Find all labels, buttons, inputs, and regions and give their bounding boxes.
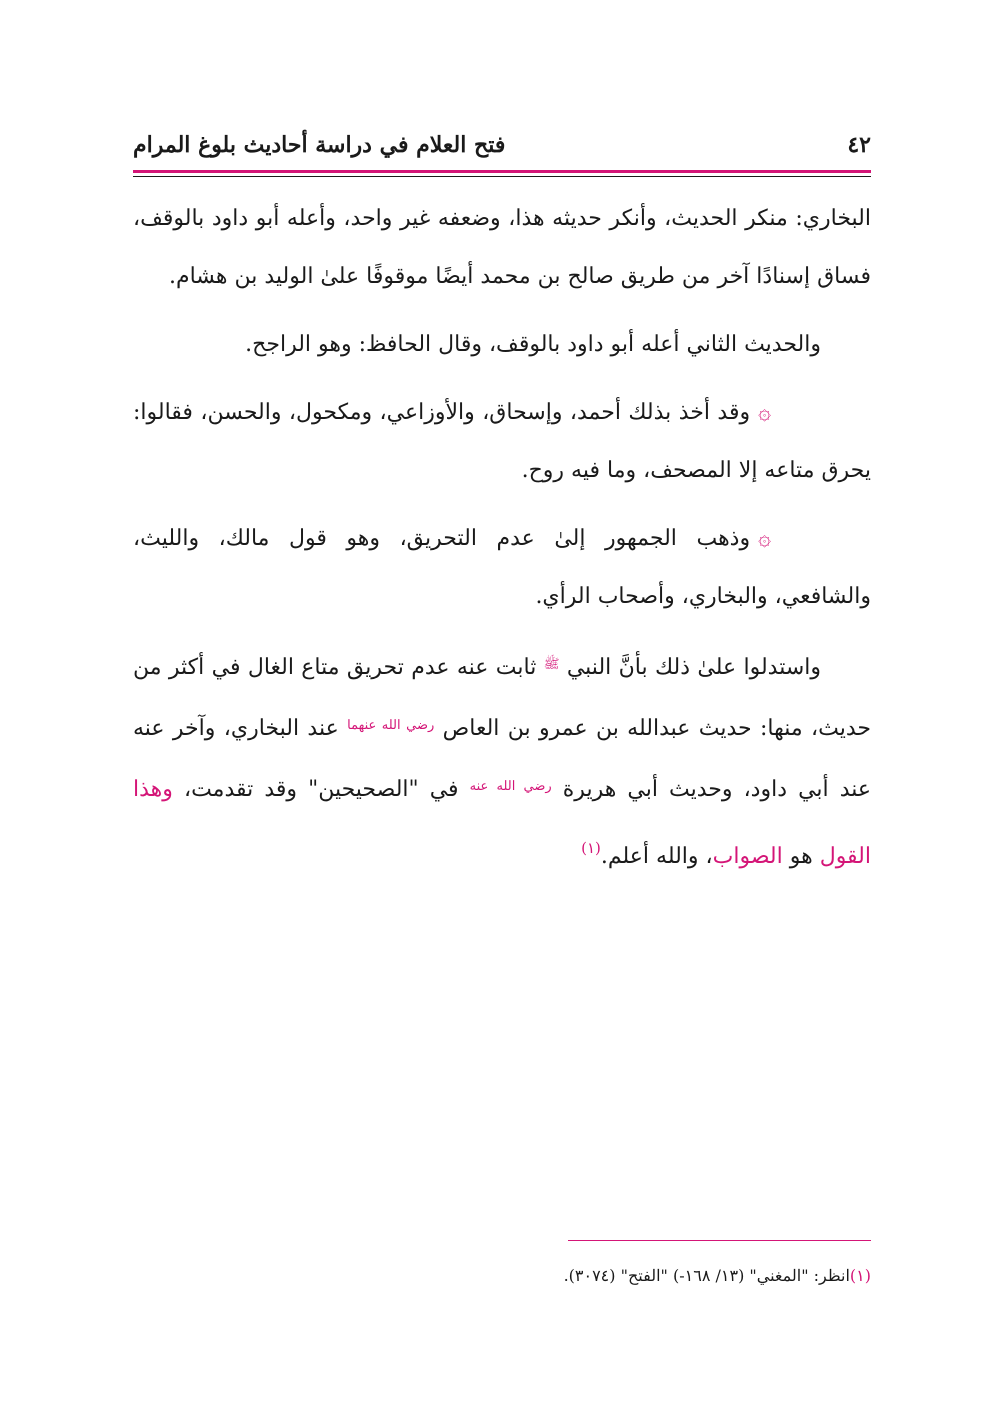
text-run: ، والله أعلم. (600, 844, 713, 869)
flower-bullet-icon: ۞ (758, 526, 771, 551)
highlighted-text: الصواب (712, 844, 783, 869)
honorific-radiya: رضي الله عنه (469, 779, 552, 794)
text-run: عند البخاري، وآخر عنه عند أبي داود، وحديث أبي هريرة (133, 716, 872, 802)
paragraph-text: وقد أخذ بذلك أحمد، وإسحاق، والأوزاعي، ومكحول، والحسن، فقالوا: يحرق متاعه إلا المصحف، وما فيه روح. (133, 400, 871, 483)
text-run: ثابت عنه عدم تحريق متاع الغال في أكثر من حديث، منها: حديث عبدالله بن عمرو بن العاص (133, 655, 872, 741)
footnote-text: انظر: "المغني" (١٣/ ١٦٨-) "الفتح" (٣٠٧٤). (563, 1266, 850, 1285)
running-title: فتح العلام في دراسة أحاديث بلوغ المرام (133, 132, 506, 158)
text-run: هو (789, 844, 813, 869)
paragraph: البخاري: منكر الحديث، وأنكر حديثه هذا، وضعفه غير واحد، وأعله أبو داود بالوقف، فساق إسنادًا آخر من طريق صالح بن محمد أيضًا موقوفًا علىٰ الوليد بن هشام. (133, 206, 871, 289)
text-run: واستدلوا علىٰ ذلك بأنَّ النبي (566, 655, 822, 680)
page-header (133, 128, 871, 168)
paragraph: والحديث الثاني أعله أبو داود بالوقف، وقال الحافظ: وهو الراجح. (245, 332, 821, 357)
footnote (133, 1262, 871, 1290)
main-text (133, 190, 871, 886)
paragraph (133, 636, 871, 886)
header-rule (133, 176, 871, 177)
paragraph-text: وذهب الجمهور إلىٰ عدم التحريق، وهو قول مالك، والليث، والشافعي، والبخاري، وأصحاب الرأي. (133, 526, 871, 609)
footnote-number: (١) (849, 1266, 871, 1285)
text-run: في "الصحيحين" وقد تقدمت، (183, 777, 459, 802)
footnote-separator (568, 1240, 871, 1241)
page-number: ٤٢ (847, 132, 871, 158)
footnote-reference[interactable]: (١) (581, 839, 601, 857)
header-rule-accent (133, 170, 871, 173)
bullet-paragraph (133, 510, 871, 626)
highlighted-text: وهذا القول (133, 777, 871, 869)
bullet-paragraph (133, 384, 871, 500)
honorific-salawat: ﷺ (543, 657, 560, 672)
honorific-radiya: رضي الله عنهما (347, 718, 435, 733)
flower-bullet-icon: ۞ (758, 400, 771, 425)
